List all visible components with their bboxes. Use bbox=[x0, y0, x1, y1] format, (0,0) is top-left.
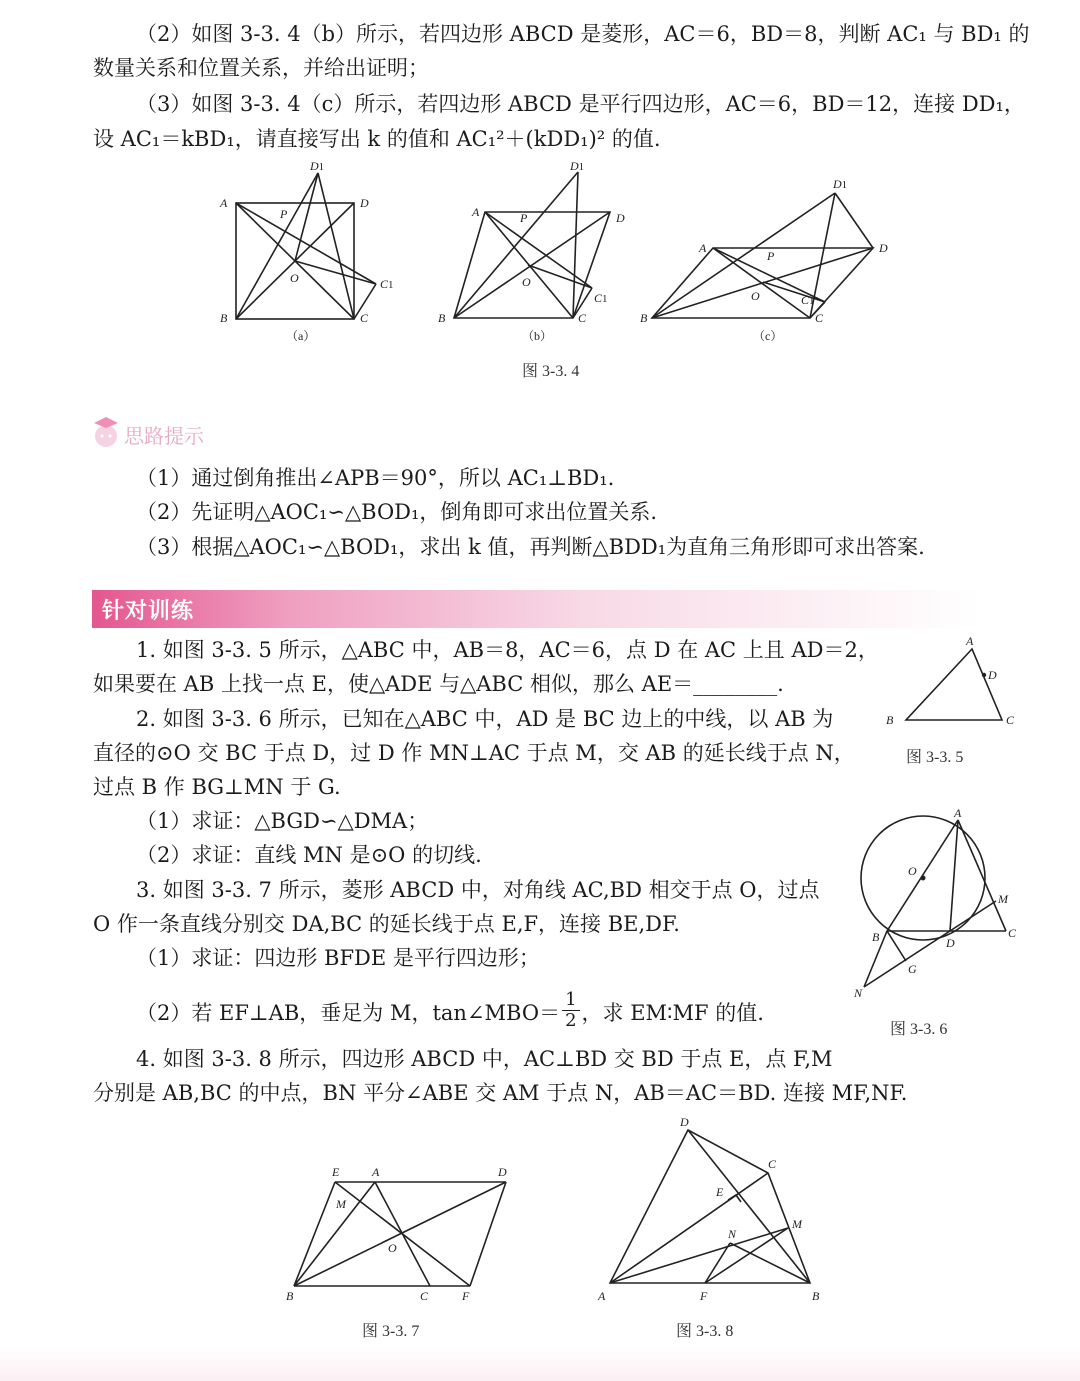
label-D: D bbox=[988, 668, 997, 682]
figure-3-3-4a bbox=[210, 160, 410, 350]
label-C: C bbox=[1006, 713, 1015, 727]
label-A: A bbox=[966, 634, 974, 648]
label-C1: C1 bbox=[801, 293, 815, 307]
label-C: C bbox=[360, 311, 369, 325]
label-A: A bbox=[472, 205, 480, 219]
label-B: B bbox=[640, 311, 648, 325]
caption-c: （c） bbox=[753, 329, 783, 343]
figure-3-3-8 bbox=[590, 1110, 830, 1310]
label-P: P bbox=[767, 249, 775, 263]
label-A: A bbox=[954, 806, 962, 820]
fraction-denominator: 2 bbox=[565, 1010, 577, 1031]
label-B: B bbox=[812, 1289, 820, 1303]
label-A: A bbox=[598, 1289, 606, 1303]
label-C: C bbox=[1008, 926, 1017, 940]
hint-3: （3）根据△AOC₁∽△BOD₁，求出 k 值，再判断△BDD₁为直角三角形即可求出答案. bbox=[136, 535, 925, 559]
figure-3-3-4-caption: 图 3-3. 4 bbox=[522, 363, 580, 380]
caption-b: （b） bbox=[522, 329, 553, 343]
figure-3-3-6 bbox=[850, 805, 1035, 1005]
problem-line-2: （2）如图 3-3. 4（b）所示，若四边形 ABCD 是菱形，AC＝6，BD＝8，判断 AC₁ 与 BD₁ 的 bbox=[136, 22, 1030, 46]
label-D1: D1 bbox=[833, 177, 848, 191]
label-O: O bbox=[751, 289, 760, 303]
label-D1: D1 bbox=[310, 159, 325, 173]
label-P: P bbox=[280, 207, 288, 221]
label-F: F bbox=[700, 1289, 708, 1303]
q1-line-1: 1. 如图 3-3. 5 所示，△ABC 中，AB＝8，AC＝6，点 D 在 AC 上且 AD＝2， bbox=[136, 638, 879, 662]
label-O: O bbox=[290, 271, 299, 285]
label-C: C bbox=[578, 311, 587, 325]
q3-part-2-post: ，求 EM∶MF 的值. bbox=[581, 1001, 764, 1025]
label-N: N bbox=[854, 986, 863, 1000]
label-O: O bbox=[388, 1241, 397, 1255]
q3-part-2-pre: （2）若 EF⊥AB，垂足为 M，tan∠MBO＝ bbox=[136, 1001, 561, 1025]
label-A: A bbox=[372, 1165, 380, 1179]
figure-3-3-5-caption: 图 3-3. 5 bbox=[906, 749, 964, 766]
label-D: D bbox=[616, 211, 625, 225]
label-M: M bbox=[336, 1197, 346, 1211]
label-B: B bbox=[872, 930, 880, 944]
label-B: B bbox=[286, 1289, 294, 1303]
label-B: B bbox=[220, 311, 228, 325]
label-D: D bbox=[680, 1115, 689, 1129]
q2-line-3: 过点 B 作 BG⊥MN 于 G. bbox=[93, 775, 341, 799]
label-D: D bbox=[360, 196, 369, 210]
section-title: 针对训练 bbox=[102, 599, 195, 624]
problem-line-3: （3）如图 3-3. 4（c）所示，若四边形 ABCD 是平行四边形，AC＝6，BD＝12，连接 DD₁， bbox=[136, 92, 1025, 116]
figure-3-3-4c bbox=[635, 160, 905, 350]
label-C1: C1 bbox=[380, 277, 394, 291]
label-D: D bbox=[946, 936, 955, 950]
q2-part-1: （1）求证：△BGD∽△DMA； bbox=[136, 809, 429, 833]
figure-3-3-5 bbox=[880, 635, 1030, 735]
hint-title: 思路提示 bbox=[124, 424, 204, 448]
page-bottom-fade bbox=[0, 1345, 1080, 1381]
label-B: B bbox=[886, 713, 894, 727]
figure-3-3-7 bbox=[280, 1160, 520, 1310]
label-E: E bbox=[716, 1185, 724, 1199]
label-A: A bbox=[699, 241, 707, 255]
hint-1: （1）通过倒角推出∠APB＝90°，所以 AC₁⊥BD₁. bbox=[136, 466, 615, 490]
q3-part-1: （1）求证：四边形 BFDE 是平行四边形； bbox=[136, 946, 540, 970]
label-C: C bbox=[815, 311, 824, 325]
label-C: C bbox=[768, 1157, 777, 1171]
fraction bbox=[562, 990, 579, 1031]
hint-icon bbox=[90, 414, 124, 452]
q2-part-2: （2）求证：直线 MN 是⊙O 的切线. bbox=[136, 843, 482, 867]
label-D1: D1 bbox=[570, 159, 585, 173]
q2-line-2: 直径的⊙O 交 BC 于点 D，过 D 作 MN⊥AC 于点 M，交 AB 的延长线于点 N， bbox=[93, 741, 855, 765]
q4-line-1: 4. 如图 3-3. 8 所示，四边形 ABCD 中，AC⊥BD 交 BD 于点 E，点 F,M bbox=[136, 1047, 833, 1071]
q3-part-2 bbox=[136, 989, 764, 1035]
label-C1: C1 bbox=[594, 291, 608, 305]
label-O: O bbox=[522, 275, 531, 289]
label-E: E bbox=[332, 1165, 340, 1179]
q2-line-1: 2. 如图 3-3. 6 所示，已知在△ABC 中，AD 是 BC 边上的中线，以 AB 为 bbox=[136, 707, 834, 731]
label-M: M bbox=[792, 1217, 802, 1231]
label-P: P bbox=[520, 211, 528, 225]
figure-3-3-6-caption: 图 3-3. 6 bbox=[890, 1021, 948, 1038]
label-C: C bbox=[420, 1289, 429, 1303]
label-O: O bbox=[908, 864, 917, 878]
label-A: A bbox=[220, 196, 228, 210]
problem-line-3-cont: 设 AC₁＝kBD₁，请直接写出 k 的值和 AC₁²＋(kDD₁)² 的值. bbox=[93, 127, 661, 151]
figure-3-3-8-caption: 图 3-3. 8 bbox=[676, 1323, 734, 1340]
problem-line-2-cont: 数量关系和位置关系，并给出证明； bbox=[93, 56, 429, 80]
q4-line-2: 分别是 AB,BC 的中点，BN 平分∠ABE 交 AM 于点 N，AB＝AC＝BD. 连接 MF,NF. bbox=[93, 1081, 908, 1105]
hint-2: （2）先证明△AOC₁∽△BOD₁，倒角即可求出位置关系. bbox=[136, 500, 658, 524]
q1-line-2: 如果要在 AB 上找一点 E，使△ADE 与△ABC 相似，那么 AE＝________. bbox=[93, 672, 784, 696]
section-banner bbox=[92, 590, 982, 628]
label-F: F bbox=[462, 1289, 470, 1303]
figure-3-3-4b bbox=[430, 160, 630, 350]
q3-line-2: O 作一条直线分别交 DA,BC 的延长线于点 E,F，连接 BE,DF. bbox=[93, 912, 680, 936]
figure-3-3-7-caption: 图 3-3. 7 bbox=[362, 1323, 420, 1340]
label-D: D bbox=[498, 1165, 507, 1179]
fraction-numerator: 1 bbox=[562, 990, 579, 1011]
label-B: B bbox=[438, 311, 446, 325]
label-N: N bbox=[728, 1227, 737, 1241]
label-D: D bbox=[879, 241, 888, 255]
label-G: G bbox=[908, 962, 917, 976]
caption-a: （a） bbox=[286, 329, 316, 343]
q3-line-1: 3. 如图 3-3. 7 所示，菱形 ABCD 中，对角线 AC,BD 相交于点 O，过点 bbox=[136, 878, 820, 902]
label-M: M bbox=[998, 892, 1008, 906]
